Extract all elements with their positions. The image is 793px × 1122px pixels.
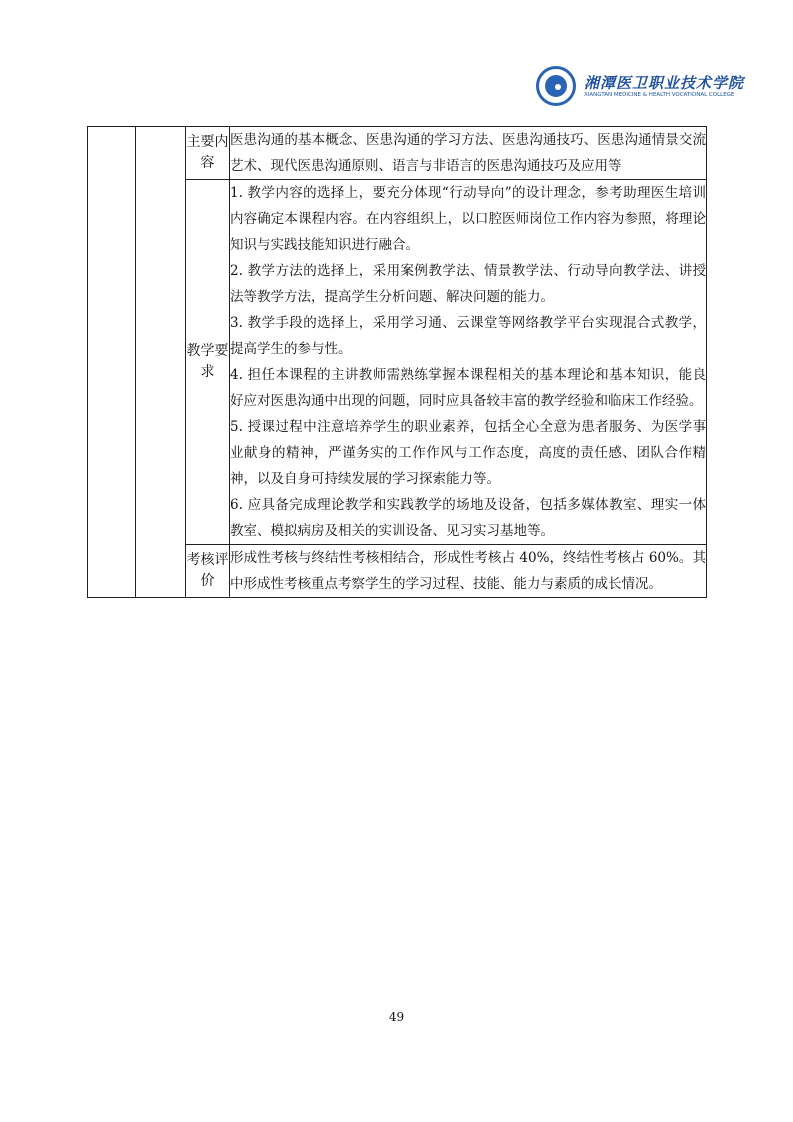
- row-content: [230, 127, 707, 180]
- course-table: [87, 126, 707, 598]
- content-paragraph: 2. 教学方法的选择上，采用案例教学法、情景教学法、行动导向教学法、讲授法等教学方法，提高学生分析问题、解决问题的能力。: [230, 263, 706, 305]
- content-paragraph: 3. 教学手段的选择上，采用学习通、云课堂等网络教学平台实现混合式教学，提高学生的参与性。: [230, 315, 706, 357]
- row-label: 考核评价: [186, 545, 230, 598]
- table-row-main-content: [88, 127, 707, 180]
- content-paragraph: 医患沟通的基本概念、医患沟通的学习方法、医患沟通技巧、医患沟通情景交流艺术、现代医患沟通原则、语言与非语言的医患沟通技巧及应用等: [230, 132, 706, 174]
- content-paragraph: 形成性考核与终结性考核相结合，形成性考核占 40%，终结性考核占 60%。其中形成性考核重点考察学生的学习过程、技能、能力与素质的成长情况。: [230, 550, 706, 592]
- content-paragraph: 1. 教学内容的选择上，要充分体现“行动导向”的设计理念，参考助理医生培训内容确定本课程内容。在内容组织上，以口腔医师岗位工作内容为参照，将理论知识与实践技能知识进行融合。: [230, 185, 706, 253]
- content-paragraph: 6. 应具备完成理论教学和实践教学的场地及设备，包括多媒体教室、理实一体教室、模拟病房及相关的实训设备、见习实习基地等。: [230, 497, 706, 539]
- college-name-en: XIANGTAN MEDICINE & HEALTH VOCATIONAL COLLEGE: [584, 92, 735, 98]
- empty-cell-2: [136, 127, 186, 598]
- page-number: 49: [388, 1010, 405, 1024]
- row-label: 教学要求: [186, 180, 230, 545]
- college-seal-icon: [536, 66, 576, 106]
- empty-cell-1: [88, 127, 136, 598]
- content-paragraph: 5. 授课过程中注意培养学生的职业素养，包括全心全意为患者服务、为医学事业献身的精神，严谨务实的工作作风与工作态度，高度的责任感、团队合作精神，以及自身可持续发展的学习探索能力等。: [230, 419, 706, 487]
- content-paragraph: 4. 担任本课程的主讲教师需熟练掌握本课程相关的基本理论和基本知识，能良好应对医患沟通中出现的问题，同时应具备较丰富的教学经验和临床工作经验。: [230, 367, 706, 409]
- row-label: 主要内容: [186, 127, 230, 180]
- college-name-cn: 湘潭医卫职业技术学院: [584, 74, 745, 92]
- row-content: [230, 545, 707, 598]
- college-logo: [536, 66, 745, 110]
- row-content: [230, 180, 707, 545]
